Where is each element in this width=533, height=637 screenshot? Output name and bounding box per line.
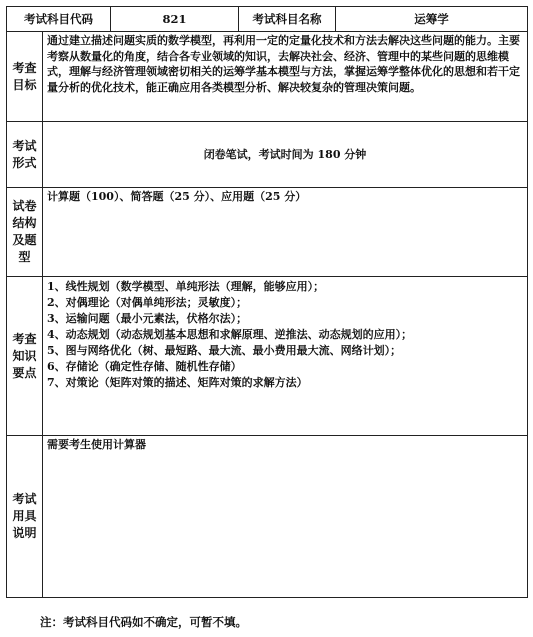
list-item: 3、运输问题（最小元素法，伏格尔法）；: [47, 312, 248, 325]
list-item: 4、动态规划（动态规划基本思想和求解原理、逆推法、动态规划的应用）；: [47, 328, 413, 341]
objectives-label: 考查 目标: [7, 32, 43, 122]
objectives-row: [7, 32, 528, 122]
objectives-text: 通过建立描述问题实质的数学模型，再利用一定的定量化技术和方法去解决这些问题的能力。主要考察从数量化的角度，结合各专业领域的知识，去解决社会、经济、管理中的某些问题的思维模式，理解与经济管理领域密切相关的运筹学基本模型与方法，掌握运筹学整体优化的思想和若干定量分析的优化技术，能正确应用各类模型分析、解决较复杂的管理决策问题。: [43, 32, 528, 122]
subject-code-label: 考试科目代码: [7, 7, 111, 32]
header-row: [7, 7, 528, 32]
list-item: 2、对偶理论（对偶单纯形法；灵敏度）；: [47, 296, 248, 309]
points-label: 考查 知识 要点: [7, 277, 43, 436]
structure-label: 试卷 结构 及题 型: [7, 188, 43, 277]
list-item: 7、对策论（矩阵对策的描述、矩阵对策的求解方法）: [47, 376, 308, 389]
format-row: [7, 122, 528, 188]
tools-text: 需要考生使用计算器: [43, 436, 528, 598]
list-item: 1、线性规划（数学模型、单纯形法（理解，能够应用）；: [47, 280, 325, 293]
subject-code-value: 821: [111, 7, 239, 32]
knowledge-points-list: [43, 277, 527, 391]
structure-row: [7, 188, 528, 277]
points-row: [7, 277, 528, 436]
list-item: 5、图与网络优化（树、最短路、最大流、最小费用最大流、网络计划）；: [47, 344, 402, 357]
points-cell: [43, 277, 528, 436]
footnote: 注：考试科目代码如不确定，可暂不填。: [40, 615, 247, 629]
tools-label: 考试 用具 说明: [7, 436, 43, 598]
subject-name-label: 考试科目名称: [239, 7, 336, 32]
exam-syllabus-sheet: [6, 6, 527, 598]
subject-name-value: 运筹学: [336, 7, 528, 32]
syllabus-table: [6, 6, 528, 598]
structure-text: 计算题（100）、简答题（25 分）、应用题（25 分）: [43, 188, 528, 277]
format-text: 闭卷笔试，考试时间为 180 分钟: [43, 122, 528, 188]
list-item: 6、存储论（确定性存储、随机性存储）: [47, 360, 242, 373]
format-label: 考试 形式: [7, 122, 43, 188]
tools-row: [7, 436, 528, 598]
